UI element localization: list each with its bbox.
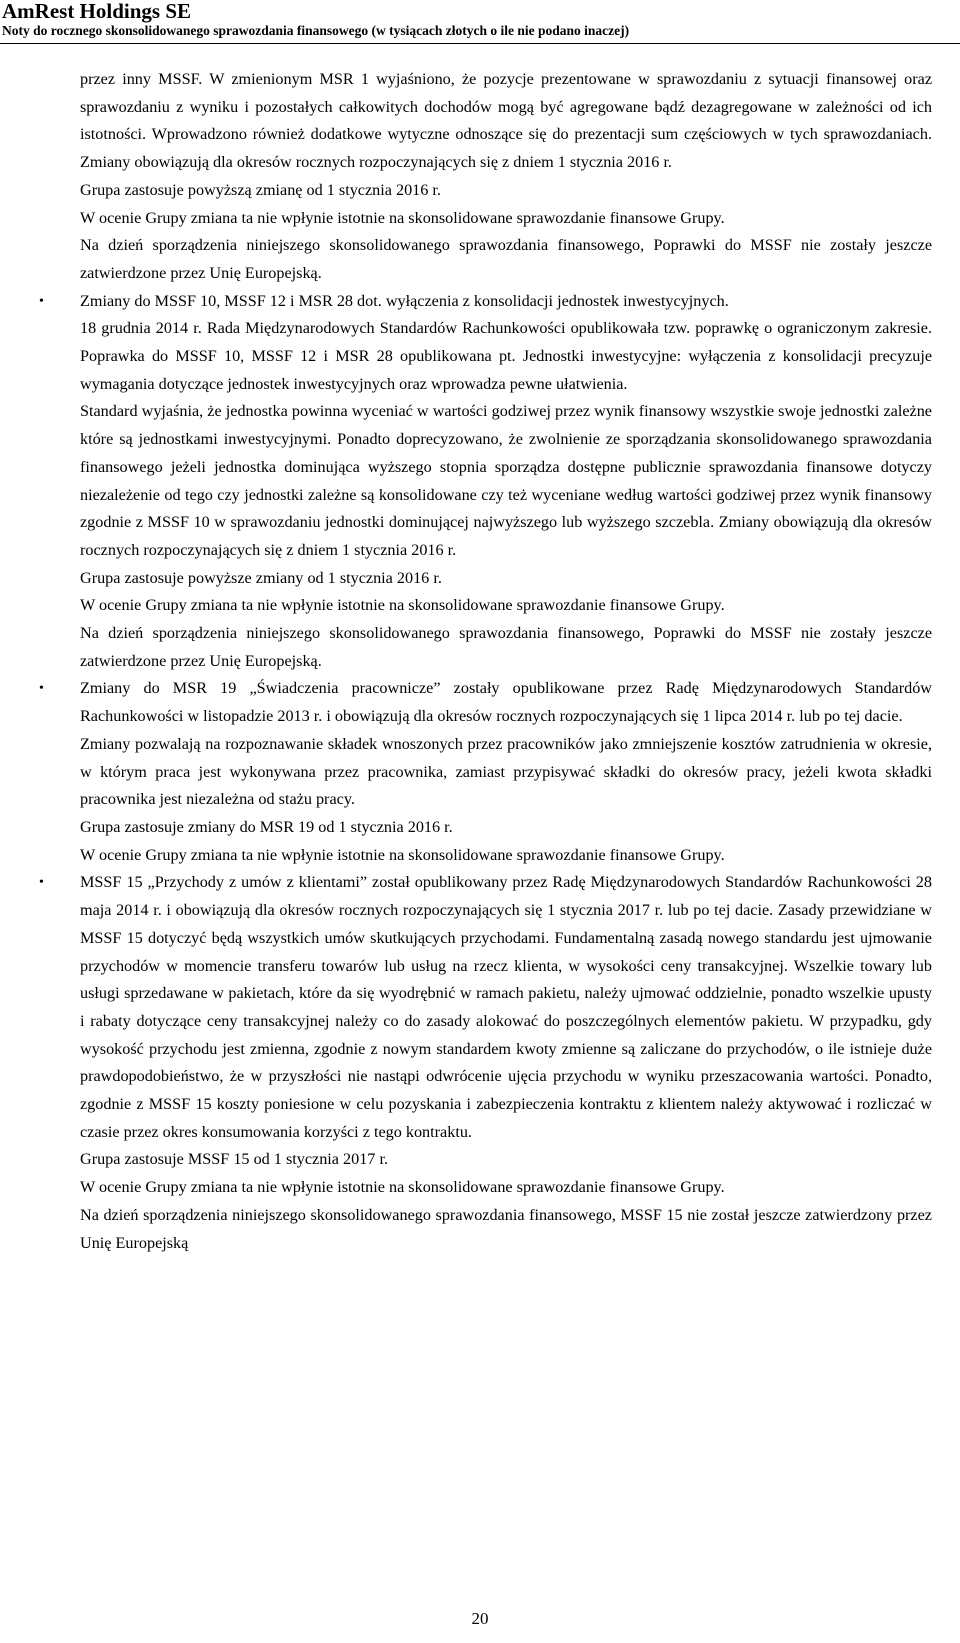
page-header xyxy=(0,0,960,44)
page-number: 20 xyxy=(471,1609,489,1628)
bullet-paragraph: Zmiany do MSSF 10, MSSF 12 i MSR 28 dot. wyłączenia z konsolidacji jednostek inwestycyjnych. xyxy=(80,291,729,310)
bullet-icon: • xyxy=(39,875,44,891)
document-body xyxy=(39,66,932,1257)
bullet-item-mssf15 xyxy=(39,869,932,1257)
bullet-paragraph: Grupa zastosuje zmiany do MSR 19 od 1 stycznia 2016 r. xyxy=(80,817,453,836)
bullet-icon: • xyxy=(39,293,44,309)
bullet-item-mssf10 xyxy=(39,288,932,676)
bullet-paragraph: W ocenie Grupy zmiana ta nie wpłynie istotnie na skonsolidowane sprawozdanie finansowe Grupy. xyxy=(80,1178,725,1197)
header-subtitle: Noty do rocznego skonsolidowanego sprawozdania finansowego (w tysiącach złotych o ile nie podano inaczej) xyxy=(0,22,960,44)
bullet-paragraph: Standard wyjaśnia, że jednostka powinna wyceniać w wartości godziwej przez wynik finansowy wszystkie swoje jednostki zależne które są jednostkami inwestycyjnymi. Ponadto doprecyzowano, że zwolnienie ze sporządzania skonsolidowanego sprawozdania finansowego jeżeli jednostka dominująca wyższego stopnia sporządza dostępne publicznie sprawozdania finansowe dotyczy niezależenie od tego czy jednostki zależne są konsolidowane czy też wyceniane według wartości godziwej przez wynik finansowy zgodnie z MSSF 10 w sprawozdaniu jednostki dominującej najwyższego lub wyższego szczebla. Zmiany obowiązują dla okresów rocznych rozpoczynających się z dniem 1 stycznia 2016 r. xyxy=(80,402,932,559)
intro-paragraph: W ocenie Grupy zmiana ta nie wpłynie istotnie na skonsolidowane sprawozdanie finansowe Grupy. xyxy=(80,208,725,227)
bullet-paragraph: MSSF 15 „Przychody z umów z klientami” został opublikowany przez Radę Międzynarodowych Standardów Rachunkowości 28 maja 2014 r. i obowiązują dla okresów rocznych rozpoczynających się 1 stycznia 2017 r. lub po tej dacie. Zasady przewidziane w MSSF 15 dotyczyć będą wszystkich umów skutkujących przychodami. Fundamentalną zasadą nowego standardu jest ujmowanie przychodów w momencie transferu towarów lub usług na rzecz klienta, w wysokości ceny transakcyjnej. Wszelkie towary lub usługi sprzedawane w pakietach, które da się wyodrębnić w ramach pakietu, należy ujmować oddzielnie, ponadto wszelkie upusty i rabaty dotyczące ceny transakcyjnej należy co do zasady alokować do poszczególnych elementów pakietu. W przypadku, gdy wysokość przychodu jest zmienna, zgodnie z nowym standardem kwoty zmienne są zaliczane do przychodów, o ile istnieje duże prawdopodobieństwo, że w przyszłości nie nastąpi odwrócenie ujęcia przychodu w wyniku przeszacowania wartości. Ponadto, zgodnie z MSSF 15 koszty poniesione w celu pozyskania i zabezpieczenia kontraktu z klientem należy aktywować i rozliczać w czasie przez okres konsumowania korzyści z tego kontraktu. xyxy=(80,873,932,1141)
intro-paragraph: Grupa zastosuje powyższą zmianę od 1 stycznia 2016 r. xyxy=(80,180,441,199)
bullet-paragraph: Na dzień sporządzenia niniejszego skonsolidowanego sprawozdania finansowego, Poprawki do MSSF nie zostały jeszcze zatwierdzone przez Unię Europejską. xyxy=(80,624,932,670)
bullet-paragraph: 18 grudnia 2014 r. Rada Międzynarodowych Standardów Rachunkowości opublikowała tzw. poprawkę o ograniczonym zakresie. Poprawka do MSSF 10, MSSF 12 i MSR 28 opublikowana pt. Jednostki inwestycyjne: wyłączenia z konsolidacji precyzuje wymagania dotyczące jednostek inwestycyjnych oraz wprowadza pewne ułatwienia. xyxy=(80,319,932,393)
bullet-paragraph: Na dzień sporządzenia niniejszego skonsolidowanego sprawozdania finansowego, MSSF 15 nie został jeszcze zatwierdzony przez Unię Europejską xyxy=(80,1205,932,1252)
bullet-item-msr19 xyxy=(39,675,932,869)
bullet-paragraph: Zmiany do MSR 19 „Świadczenia pracownicze” zostały opublikowane przez Radę Międzynarodowych Standardów Rachunkowości w listopadzie 2013 r. i obowiązują dla okresów rocznych rozpoczynających się 1 lipca 2014 r. lub po tej dacie. xyxy=(80,679,932,726)
bullet-paragraph: W ocenie Grupy zmiana ta nie wpłynie istotnie na skonsolidowane sprawozdanie finansowe Grupy. xyxy=(80,596,725,615)
bullet-paragraph: W ocenie Grupy zmiana ta nie wpłynie istotnie na skonsolidowane sprawozdanie finansowe Grupy. xyxy=(80,845,725,864)
bullet-icon: • xyxy=(39,681,44,697)
bullet-paragraph: Zmiany pozwalają na rozpoznawanie składek wnoszonych przez pracowników jako zmniejszenie kosztów zatrudnienia w okresie, w którym praca jest wykonywana przez pracownika, zamiast przypisywać składki do okresów pracy, jeżeli kwota składki pracownika jest niezależna od stażu pracy. xyxy=(80,734,932,809)
bullet-paragraph: Grupa zastosuje powyższe zmiany od 1 stycznia 2016 r. xyxy=(80,568,442,587)
bullet-paragraph: Grupa zastosuje MSSF 15 od 1 stycznia 2017 r. xyxy=(80,1150,388,1169)
intro-paragraph: Na dzień sporządzenia niniejszego skonsolidowanego sprawozdania finansowego, Poprawki do MSSF nie zostały jeszcze zatwierdzone przez Unię Europejską. xyxy=(80,236,932,282)
company-name: AmRest Holdings SE xyxy=(2,0,192,23)
intro-paragraph: przez inny MSSF. W zmienionym MSR 1 wyjaśniono, że pozycje prezentowane w sprawozdaniu z sytuacji finansowej oraz sprawozdaniu z wyniku i pozostałych całkowitych dochodów mogą być agregowane bądź dezagregowane w zależności od ich istotności. Wprowadzono również dodatkowe wytyczne odnoszące się do prezentacji sum częściowych w tych sprawozdaniach. Zmiany obowiązują dla okresów rocznych rozpoczynających się z dniem 1 stycznia 2016 r. xyxy=(80,70,932,172)
